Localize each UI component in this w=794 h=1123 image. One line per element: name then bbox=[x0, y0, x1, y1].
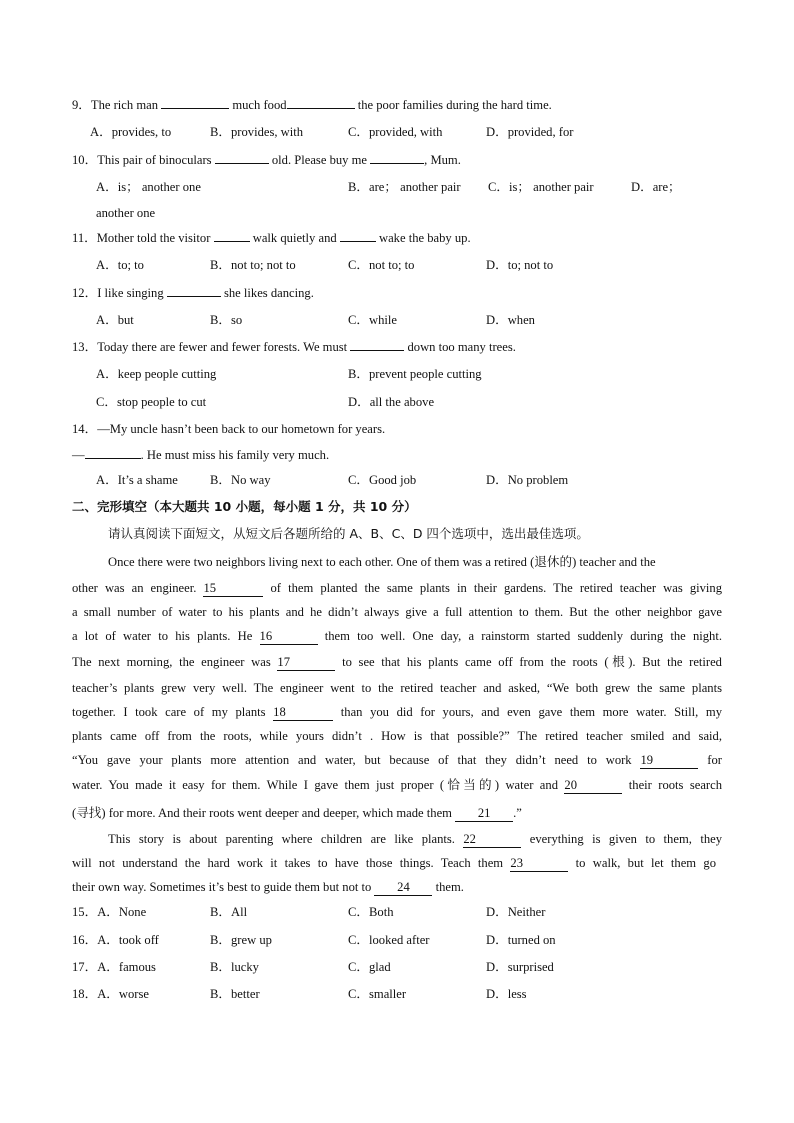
option-d[interactable]: D．less bbox=[486, 987, 527, 1001]
blank-16[interactable]: 16 bbox=[260, 628, 318, 645]
question-14-stem: 14．—My uncle hasn’t been back to our hometown for years. bbox=[72, 422, 386, 436]
question-15-options: 15．A．None bbox=[72, 905, 147, 919]
option-d[interactable]: D．all the above bbox=[348, 395, 435, 409]
option-d[interactable]: D．when bbox=[486, 313, 535, 327]
option-b[interactable]: B．prevent people cutting bbox=[348, 367, 482, 381]
passage-line: The next morning, the engineer was 17 to see that his plants came off from the roots (根). But the retired bbox=[72, 655, 722, 669]
option-d-continued: another one bbox=[96, 206, 156, 220]
option-a[interactable]: A．to; to bbox=[96, 258, 144, 272]
passage-line: will not understand the hard work it takes to have those things. Teach them 23 to walk, but let them go bbox=[72, 856, 716, 870]
option-a[interactable]: A．worse bbox=[97, 987, 149, 1001]
blank-23[interactable]: 23 bbox=[510, 855, 568, 872]
option-a[interactable]: A．famous bbox=[97, 960, 156, 974]
option-c[interactable]: C．while bbox=[348, 313, 397, 327]
option-b[interactable]: B．are； another pair bbox=[348, 180, 461, 194]
option-a[interactable]: A．took off bbox=[97, 933, 159, 947]
blank-24[interactable]: 24 bbox=[374, 879, 432, 896]
question-9-stem: 9．The rich man much food the poor families during the hard time. bbox=[72, 98, 552, 112]
option-c[interactable]: C．not to; to bbox=[348, 258, 415, 272]
question-17-options: 17．A．famous bbox=[72, 960, 156, 974]
passage-line: their own way. Sometimes it’s best to guide them but not to 24 them. bbox=[72, 880, 464, 894]
question-10-stem: 10．This pair of binoculars old. Please buy me , Mum. bbox=[72, 153, 461, 167]
option-b[interactable]: B．better bbox=[210, 987, 260, 1001]
option-c[interactable]: C．smaller bbox=[348, 987, 407, 1001]
option-c[interactable]: C．Good job bbox=[348, 473, 417, 487]
question-11-stem: 11．Mother told the visitor walk quietly and wake the baby up. bbox=[72, 231, 471, 245]
question-16-options: 16．A．took off bbox=[72, 933, 159, 947]
blank-20[interactable]: 20 bbox=[564, 777, 622, 794]
option-c[interactable]: C．glad bbox=[348, 960, 391, 974]
passage-line: plants came off from the roots, while yours didn’t . How is that possible?” The retired teacher smiled and said, bbox=[72, 729, 722, 743]
option-b[interactable]: B．No way bbox=[210, 473, 271, 487]
section-instruction: 请认真阅读下面短文，从短文后各题所给的 A、B、C、D 四个选项中，选出最佳选项。 bbox=[108, 526, 589, 541]
option-a[interactable]: A．It’s a shame bbox=[96, 473, 178, 487]
passage-line: water. You made it easy for them. While I gave them just proper (恰当的) water and 20 their roots search bbox=[72, 778, 722, 792]
question-18-options: 18．A．worse bbox=[72, 987, 149, 1001]
option-b[interactable]: B．provides, with bbox=[210, 125, 304, 139]
option-c[interactable]: C．is； another pair bbox=[488, 180, 594, 194]
passage-line: a small number of water to his plants and he didn’t always give a full attention to them. But the other neighbor gave bbox=[72, 605, 722, 619]
blank-19[interactable]: 19 bbox=[640, 752, 698, 769]
passage-line: Once there were two neighbors living next to each other. One of them was a retired (退休的) teacher and the bbox=[108, 555, 656, 569]
option-b[interactable]: B．All bbox=[210, 905, 248, 919]
passage-line: (寻找) for more. And their roots went deeper and deeper, which made them 21 .” bbox=[72, 806, 522, 820]
blank-21[interactable]: 21 bbox=[455, 805, 513, 822]
question-12-stem: 12．I like singing she likes dancing. bbox=[72, 286, 314, 300]
passage-line: other was an engineer. 15 of them planted the same plants in their gardens. The retired teacher was giving bbox=[72, 581, 723, 595]
blank-17[interactable]: 17 bbox=[277, 654, 335, 671]
section-title: 二、完形填空（本大题共 10 小题，每小题 1 分，共 10 分） bbox=[72, 499, 417, 514]
option-d[interactable]: D．are； bbox=[631, 180, 681, 194]
option-b[interactable]: B．lucky bbox=[210, 960, 259, 974]
passage-line: together. I took care of my plants 18 than you did for yours, and even gave them more water. Still, my bbox=[72, 705, 722, 719]
option-d[interactable]: D．provided, for bbox=[486, 125, 574, 139]
option-b[interactable]: B．so bbox=[210, 313, 243, 327]
option-c[interactable]: C．provided, with bbox=[348, 125, 443, 139]
passage-line: a lot of water to his plants. He 16 them too well. One day, a rainstorm started suddenly during the night. bbox=[72, 629, 722, 643]
question-13-stem: 13．Today there are fewer and fewer forests. We must down too many trees. bbox=[72, 340, 516, 354]
option-d[interactable]: D．No problem bbox=[486, 473, 569, 487]
option-b[interactable]: B．not to; not to bbox=[210, 258, 296, 272]
option-d[interactable]: D．to; not to bbox=[486, 258, 554, 272]
passage-line: “You gave your plants more attention and water, but because of that they didn’t need to work 19 for bbox=[72, 753, 722, 767]
option-d[interactable]: D．surprised bbox=[486, 960, 554, 974]
option-a[interactable]: A．provides, to bbox=[90, 125, 172, 139]
blank-22[interactable]: 22 bbox=[463, 831, 521, 848]
option-d[interactable]: D．turned on bbox=[486, 933, 556, 947]
option-b[interactable]: B．grew up bbox=[210, 933, 272, 947]
passage-line: teacher’s plants grew very well. The engineer went to the retired teacher and asked, “We both grew the same plants bbox=[72, 681, 722, 695]
blank-18[interactable]: 18 bbox=[273, 704, 333, 721]
question-14-response: — . He must miss his family very much. bbox=[72, 448, 330, 462]
option-a[interactable]: A．is； another one bbox=[96, 180, 201, 194]
option-c[interactable]: C．Both bbox=[348, 905, 394, 919]
blank-15[interactable]: 15 bbox=[203, 580, 263, 597]
option-c[interactable]: C．stop people to cut bbox=[96, 395, 207, 409]
option-a[interactable]: A．but bbox=[96, 313, 134, 327]
option-a[interactable]: A．None bbox=[97, 905, 147, 919]
option-a[interactable]: A．keep people cutting bbox=[96, 367, 217, 381]
option-d[interactable]: D．Neither bbox=[486, 905, 546, 919]
passage-line: This story is about parenting where children are like plants. 22 everything is given to them, they bbox=[108, 832, 722, 846]
option-c[interactable]: C．looked after bbox=[348, 933, 430, 947]
